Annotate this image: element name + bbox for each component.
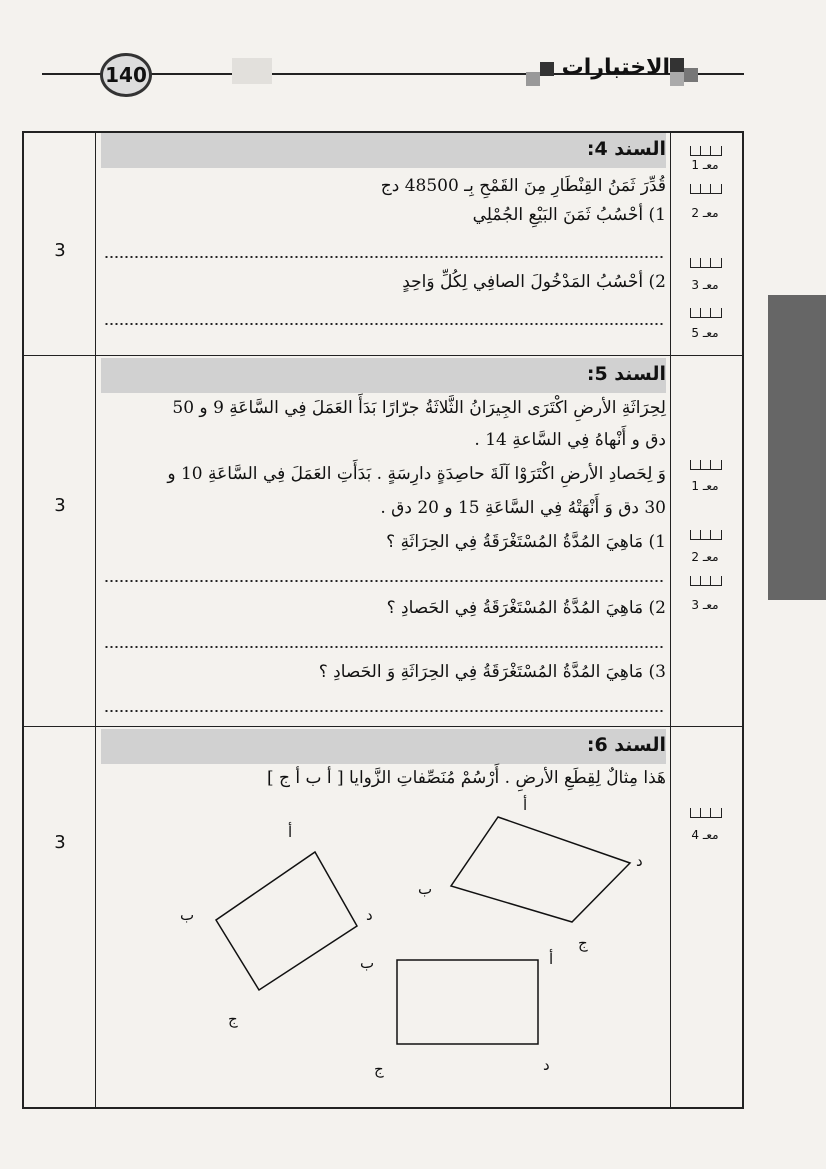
question-line: 3) مَاهِيَ المُدَّةُ المُسْتَغْرَقَةُ فِي الحِرَاثَةِ وَ الحَصادِ ؟	[318, 662, 666, 682]
criterion-label: معـ 2	[691, 206, 719, 220]
title-square-icon	[540, 62, 554, 76]
criterion-box	[690, 304, 722, 318]
vertex-label: د	[366, 906, 373, 924]
question-line: 1) أحْسُبُ ثَمَنَ البَيْعِ الجُمْلِي	[472, 205, 666, 225]
answer-line	[104, 580, 664, 582]
title-square-icon	[684, 68, 698, 82]
statement-line: وَ لِحَصادِ الأرضِ اكْتَرَوْا آلَةَ حاصِدَةٍ دارِسَةٍ . بَدَأَتِ العَمَلَ فِي السَّاعَةِ 10 و	[167, 464, 666, 484]
vertex-label: ب	[360, 954, 375, 972]
vertex-label: ب	[418, 880, 433, 898]
vertex-label: أ	[549, 950, 554, 968]
vertex-label: د	[636, 852, 643, 870]
column-divider	[670, 131, 671, 1109]
section-header-bar	[101, 133, 666, 168]
section-title: السند 4:	[586, 138, 666, 160]
vertex-label: د	[543, 1056, 550, 1074]
criterion-box	[690, 254, 722, 268]
criterion-box	[690, 804, 722, 818]
criterion-box	[690, 572, 722, 586]
page-title: الاختبارات	[561, 55, 670, 80]
row-divider	[22, 355, 744, 356]
answer-line	[104, 710, 664, 712]
vertex-label: ج	[228, 1010, 238, 1028]
section-score: 3	[54, 832, 66, 853]
criterion-label: معـ 1	[691, 158, 719, 172]
criterion-box	[690, 180, 722, 194]
header-decoration	[232, 58, 272, 84]
vertex-label: ج	[578, 934, 588, 952]
criterion-label: معـ 1	[691, 479, 719, 493]
title-square-icon	[526, 72, 540, 86]
criterion-label: معـ 2	[691, 550, 719, 564]
statement-line: هَذا مِثالٌ لِقِطَعِ الأرضِ . أَرْسُمْ مُنَصِّفاتِ الزَّوايا [ أ ب أ ج ]	[266, 768, 666, 788]
vertex-label: ب	[180, 906, 195, 924]
criterion-box	[690, 142, 722, 156]
statement-line: 30 دق وَ أَنْهَتْهُ فِي السَّاعَةِ 15 و 20 دق .	[380, 498, 666, 518]
title-square-icon	[670, 72, 684, 86]
answer-line	[104, 256, 664, 258]
answer-line	[104, 323, 664, 325]
section-title: السند 5:	[586, 363, 666, 385]
section-score: 3	[54, 240, 66, 261]
vertex-label: أ	[288, 823, 293, 841]
column-divider	[95, 131, 96, 1109]
criterion-label: معـ 3	[691, 598, 719, 612]
section-header-bar	[101, 358, 666, 393]
title-square-icon	[670, 58, 684, 72]
statement-line: لِحِرَاثَةِ الأرضِ اكْتَرَى الجِيرَانُ الثَّلاثَةُ جرّارًا بَدَأَ العَمَلَ فِي السَّاعَةِ 9 و 50	[172, 398, 666, 418]
question-line: 2) أحْسُبُ المَدْخُولَ الصافِي لِكُلِّ وَاحِدٍ	[402, 272, 666, 292]
statement-line: قُدِّرَ ثَمَنُ القِنْطَارِ مِنَ القَمْحِ بِـ 48500 دج	[380, 176, 666, 196]
section-title: السند 6:	[586, 734, 666, 756]
question-line: 1) مَاهِيَ المُدَّةُ المُسْتَغْرَقَةُ فِي الحِرَاثَةِ ؟	[386, 532, 666, 552]
criterion-label: معـ 4	[691, 828, 719, 842]
row-divider	[22, 726, 744, 727]
section-header-bar	[101, 729, 666, 764]
criterion-box	[690, 526, 722, 540]
page-number: 140	[100, 53, 152, 97]
section-score: 3	[54, 495, 66, 516]
side-tab	[768, 295, 826, 600]
statement-line: دق و أَنْهاهُ فِي السَّاعةِ 14 .	[474, 430, 666, 450]
answer-line	[104, 646, 664, 648]
criterion-box	[690, 456, 722, 470]
question-line: 2) مَاهِيَ المُدَّةُ المُسْتَغْرَقَةُ فِي الحَصادِ ؟	[386, 598, 666, 618]
vertex-label: ج	[374, 1060, 384, 1078]
criterion-label: معـ 3	[691, 278, 719, 292]
vertex-label: أ	[523, 796, 528, 814]
criterion-label: معـ 5	[691, 326, 719, 340]
